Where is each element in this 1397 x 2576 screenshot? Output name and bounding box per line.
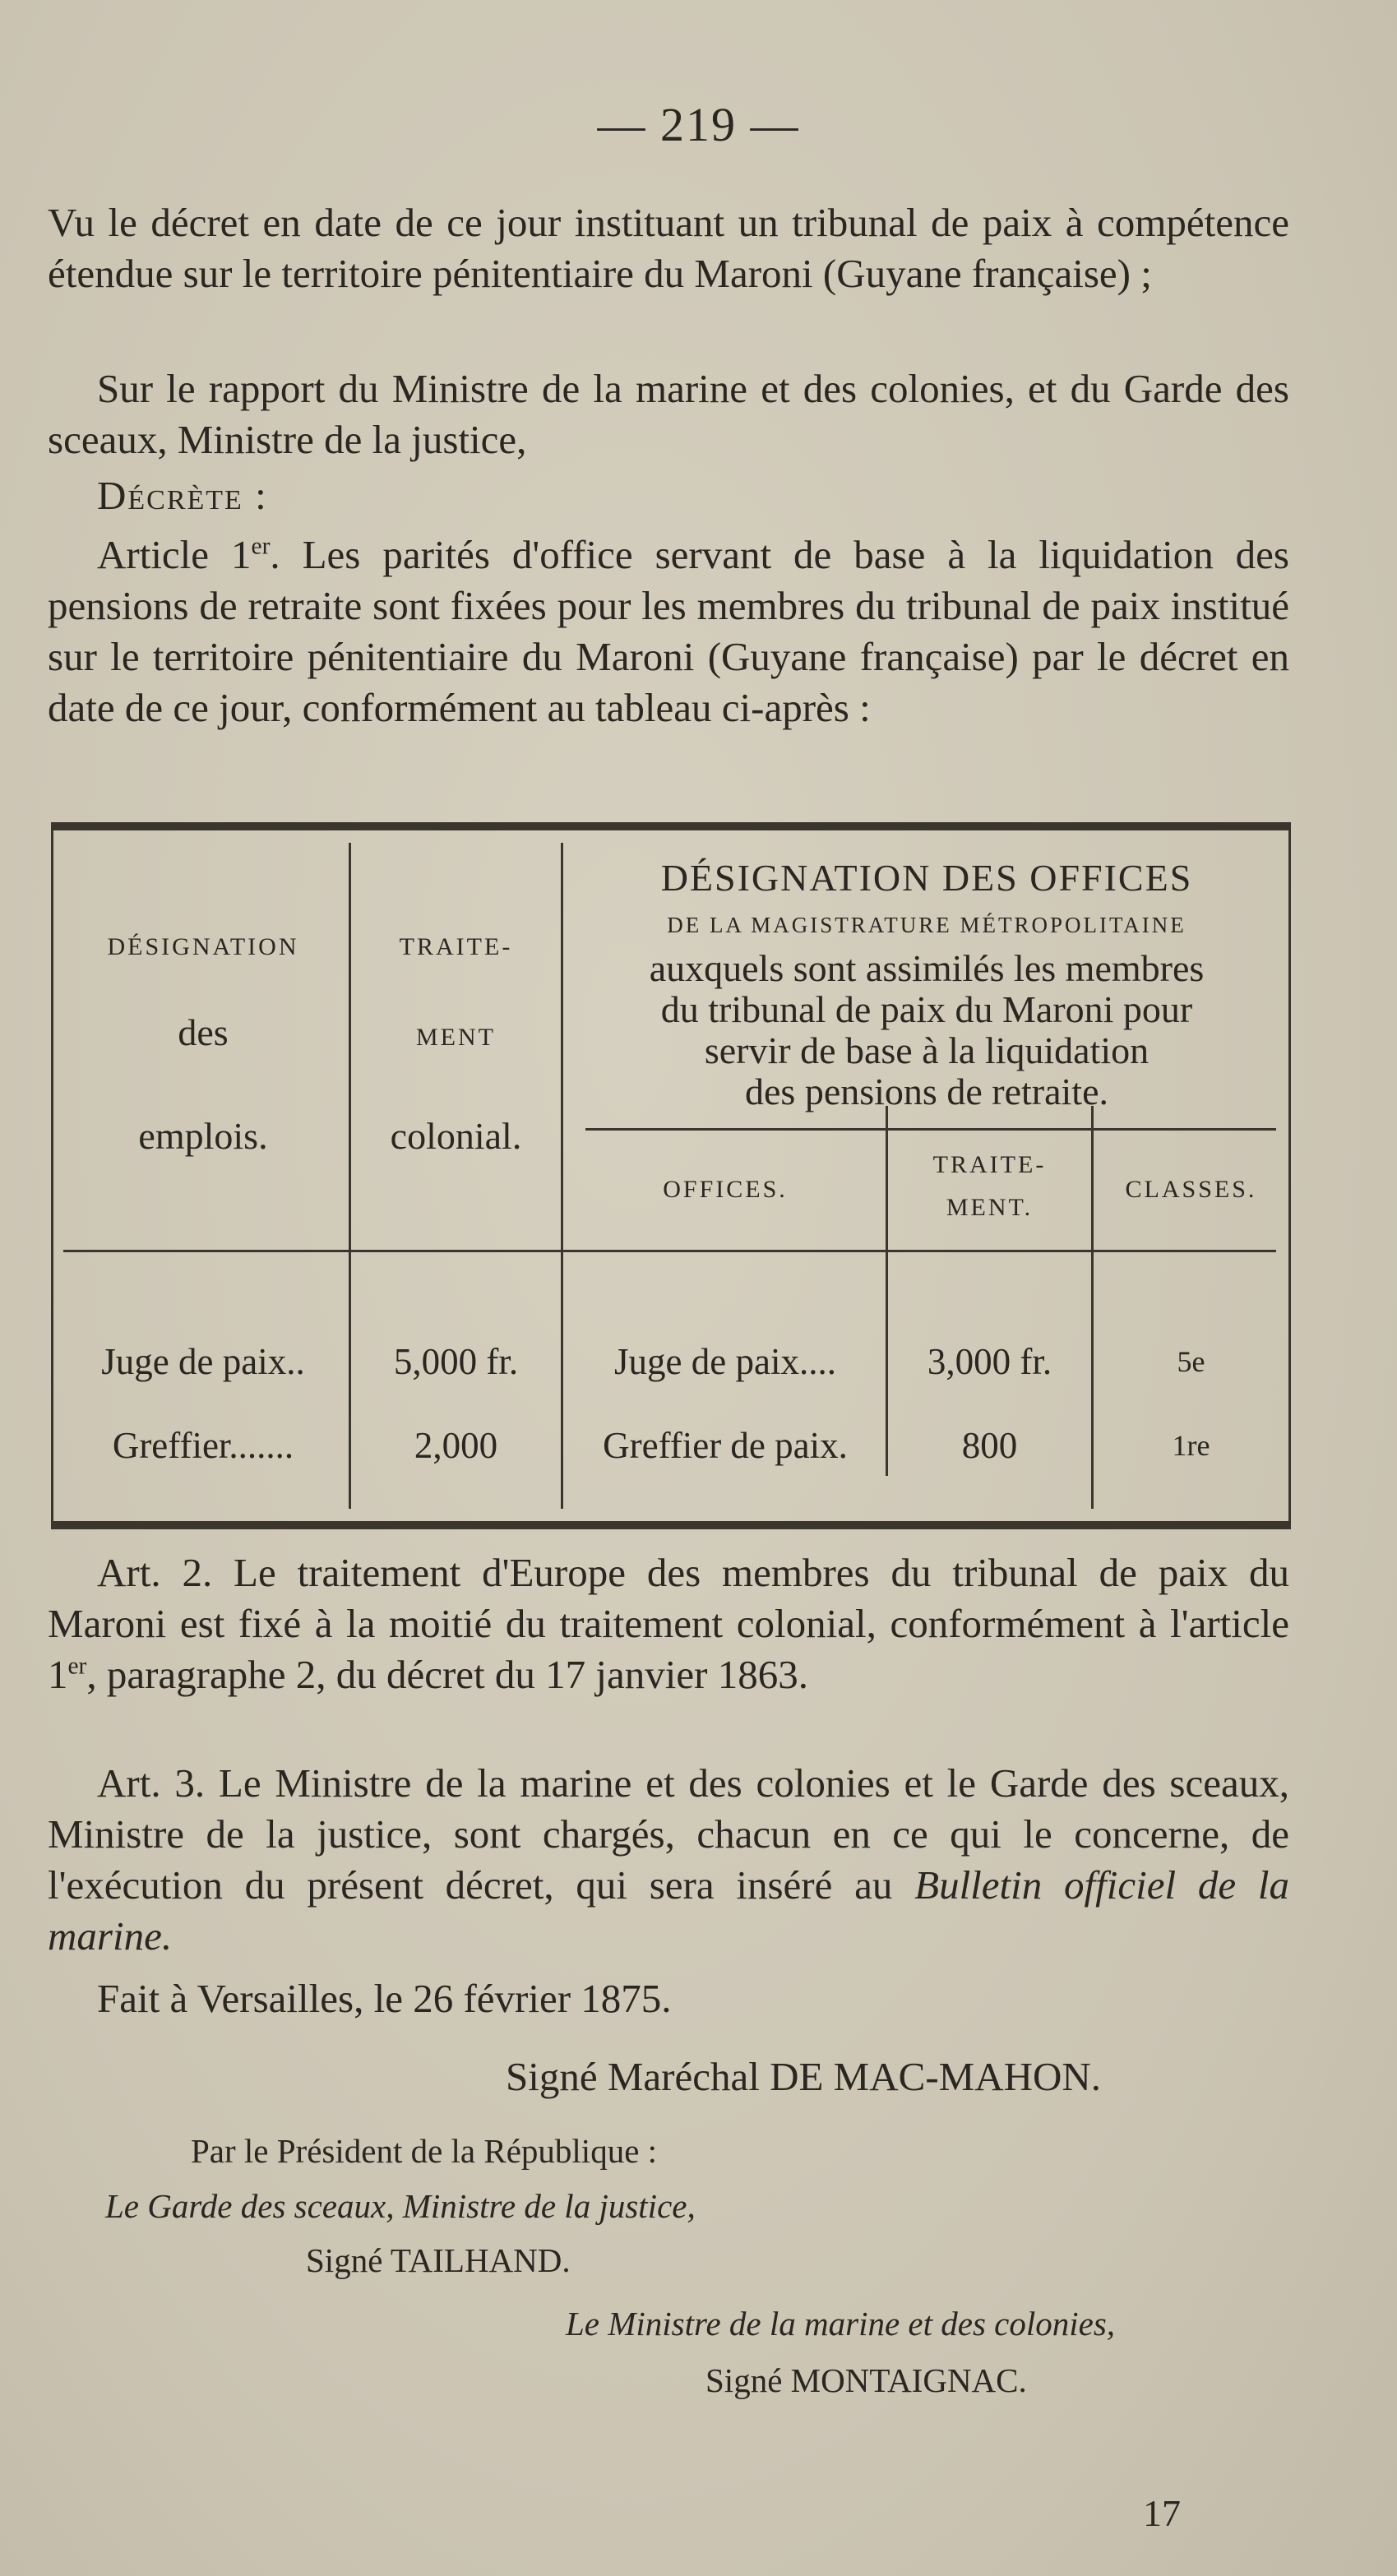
article-2-sup: er [67, 1653, 87, 1680]
paragraph-vu-le-decret: Vu le décret en date de ce jour instituant un tribunal de paix à compétence étendue sur le territoire pénitentiaire du Maroni (Guyane française) ; [48, 200, 1289, 296]
header-traitement-2: MENT [416, 1024, 496, 1051]
group-header-line-4: des pensions de retraite. [745, 1071, 1108, 1112]
article-3-bulletin: Bulletin officiel de la marine. [48, 1862, 1289, 1959]
signe-mac-mahon: Signé Maréchal DE MAC-MAHON. [506, 2054, 1101, 2099]
paragraph-sur-le-rapport: Sur le rapport du Ministre de la marine et des colonies, et du Garde des sceaux, Ministre de la justice, [48, 366, 1289, 462]
group-header-sub: DE LA MAGISTRATURE MÉTROPOLITAINE [667, 913, 1187, 937]
table-col-divider-2 [561, 843, 563, 1509]
article-1-text: . Les parités d'office servant de base à la liquidation des pensions de retraite sont fixées pour les membres du tribunal de paix institué sur le territoire pénitentiaire du Maroni (Guyane française) par le décret en date de ce jour, conformément au tableau ci-après : [48, 532, 1290, 730]
le-garde-des-sceaux: Le Garde des sceaux, Ministre de la justice, [105, 2187, 696, 2225]
table-bottom-rule [51, 1521, 1291, 1529]
article-1 [48, 530, 1289, 733]
row-2-emploi: Greffier....... [112, 1425, 294, 1466]
header-bottom-rule [63, 1250, 1276, 1252]
header-emplois: emplois. [138, 1115, 268, 1157]
row-2-traitement: 800 [961, 1425, 1018, 1466]
article-1-sup: er [251, 533, 271, 560]
signe-tailhand: Signé TAILHAND. [306, 2241, 571, 2279]
row-1-office: Juge de paix.... [614, 1341, 836, 1382]
row-1-traitement: 3,000 fr. [927, 1341, 1052, 1382]
table-right-border [1288, 830, 1291, 1521]
row-1-traitement-colonial: 5,000 fr. [393, 1341, 519, 1382]
page-number: — 219 — [597, 98, 800, 151]
row-1-classe: 5e [1177, 1345, 1205, 1378]
header-colonial: colonial. [390, 1115, 522, 1157]
article-3 [48, 1758, 1289, 1962]
row-1-emploi: Juge de paix.. [101, 1341, 305, 1382]
group-header-title: DÉSIGNATION DES OFFICES [660, 857, 1193, 899]
header-designation: DÉSIGNATION [107, 933, 299, 960]
article-2-text: Art. 2. Le traitement d'Europe des membres du tribunal de paix du Maroni est fixé à la moitié du traitement colonial, conformément à l'article 1 [48, 1550, 1289, 1697]
parity-table [51, 822, 1291, 1529]
row-2-office: Greffier de paix. [603, 1425, 848, 1466]
header-traitement-1: TRAITE- [399, 933, 513, 960]
row-2-traitement-colonial: 2,000 [414, 1425, 498, 1466]
subheader-classes: CLASSES. [1125, 1176, 1257, 1203]
article-3-text: Art. 3. Le Ministre de la marine et des colonies et le Garde des sceaux, Ministre de la justice, sont chargés, chacun en ce qui le concerne, de l'exécution du présent décret, qui sera inséré au [48, 1760, 1289, 1908]
subheader-offices: OFFICES. [663, 1176, 788, 1203]
group-header-line-1: auxquels sont assimilés les membres [649, 947, 1205, 989]
article-1-prefix: Article 1 [97, 532, 252, 577]
table-top-rule [51, 822, 1291, 830]
subheader-traitement-2: MENT. [946, 1194, 1034, 1221]
par-le-president: Par le Président de la République : [191, 2132, 658, 2170]
table-left-border [51, 830, 53, 1521]
group-header-line-2: du tribunal de paix du Maroni pour [660, 988, 1193, 1030]
group-header-line-3: servir de base à la liquidation [704, 1029, 1150, 1071]
header-des: des [178, 1011, 229, 1053]
sheet-number: 17 [1143, 2492, 1181, 2534]
subheader-traitement-1: TRAITE- [932, 1151, 1047, 1178]
fait-a-versailles: Fait à Versailles, le 26 février 1875. [97, 1976, 672, 2021]
article-2 [48, 1547, 1289, 1700]
signe-montaignac: Signé MONTAIGNAC. [705, 2361, 1027, 2399]
le-ministre-de-la-marine: Le Ministre de la marine et des colonies, [566, 2305, 1116, 2342]
article-2-tail: , paragraphe 2, du décret du 17 janvier 1863. [86, 1652, 808, 1697]
group-header-underline [585, 1128, 1276, 1131]
decrete-heading: Décrète : [97, 473, 268, 518]
row-2-classe: 1re [1172, 1429, 1210, 1462]
